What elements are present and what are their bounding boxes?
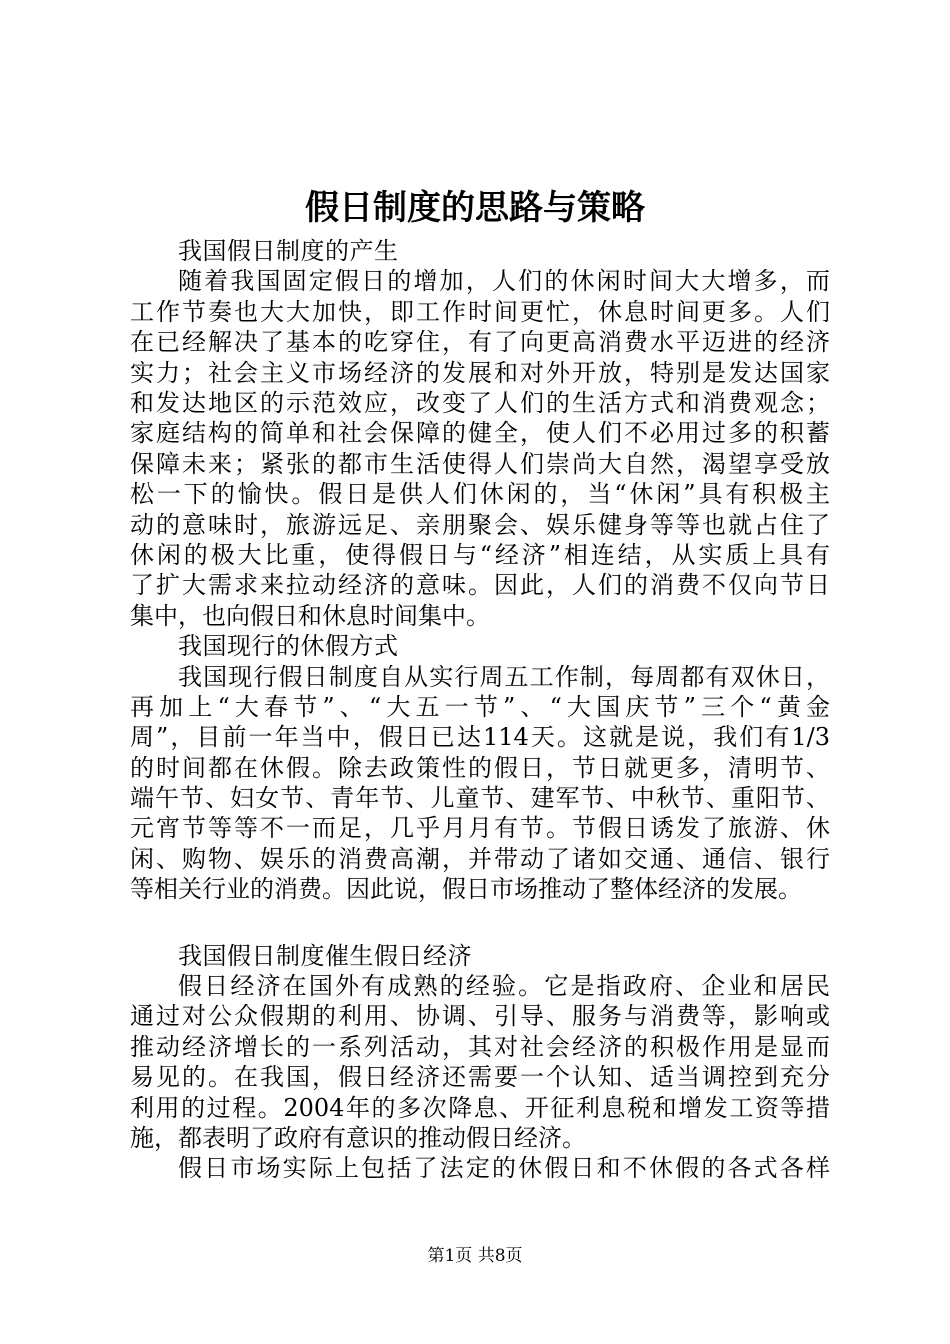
text-line: 和发达地区的示范效应，改变了人们的生活方式和消费观念； xyxy=(130,388,830,417)
text-line: 我国现行假日制度自从实行周五工作制，每周都有双休日， xyxy=(178,662,830,691)
text-line: 的时间都在休假。除去政策性的假日，节日就更多，清明节、 xyxy=(130,753,830,782)
section-heading-current-methods: 我国现行的休假方式 xyxy=(178,632,399,661)
text-line: 保障未来；紧张的都市生活使得人们崇尚大自然，渴望享受放 xyxy=(130,449,830,478)
text-line: 休闲的极大比重，使得假日与“经济”相连结，从实质上具有 xyxy=(130,540,830,569)
text-line: 周”，目前一年当中，假日已达114天。这就是说，我们有1/3 xyxy=(130,723,830,752)
text-line: 易见的。在我国，假日经济还需要一个认知、适当调控到充分 xyxy=(130,1063,830,1092)
text-line: 推动经济增长的一系列活动，其对社会经济的积极作用是显而 xyxy=(130,1032,830,1061)
text-line: 施，都表明了政府有意识的推动假日经济。 xyxy=(130,1123,586,1152)
document-body xyxy=(130,236,830,1184)
paragraph xyxy=(130,266,830,631)
text-line: 工作节奏也大大加快，即工作时间更忙，休息时间更多。人们 xyxy=(130,297,830,326)
section-heading-origin: 我国假日制度的产生 xyxy=(178,237,399,265)
section-heading-holiday-economy: 我国假日制度催生假日经济 xyxy=(178,941,472,970)
text-line: 实力；社会主义市场经济的发展和对外开放，特别是发达国家 xyxy=(130,358,830,387)
text-line: 端午节、妇女节、青年节、儿童节、建军节、中秋节、重阳节、 xyxy=(130,784,830,813)
text-line: 动的意味时，旅游远足、亲朋聚会、娱乐健身等等也就占住了 xyxy=(130,510,830,539)
text-line: 在已经解决了基本的吃穿住，有了向更高消费水平迈进的经济 xyxy=(130,328,830,357)
page-footer: 第1页 共8页 xyxy=(427,1246,523,1266)
paragraph-gap xyxy=(130,905,830,941)
text-line: 假日经济在国外有成熟的经验。它是指政府、企业和居民 xyxy=(178,972,830,1001)
text-line: 等相关行业的消费。因此说，假日市场推动了整体经济的发展。 xyxy=(130,875,802,904)
text-line: 闲、购物、娱乐的消费高潮，并带动了诸如交通、通信、银行 xyxy=(130,844,830,873)
text-line: 家庭结构的简单和社会保障的健全，使人们不必用过多的积蓄 xyxy=(130,419,830,448)
text-line: 再加上“大春节”、“大五一节”、“大国庆节”三个“黄金 xyxy=(130,692,830,721)
text-line: 通过对公众假期的利用、协调、引导、服务与消费等，影响或 xyxy=(130,1002,830,1031)
document-title: 假日制度的思路与策略 xyxy=(305,188,645,228)
text-line: 假日市场实际上包括了法定的休假日和不休假的各式各样 xyxy=(178,1154,830,1183)
text-line: 了扩大需求来拉动经济的意味。因此，人们的消费不仅向节日 xyxy=(130,571,830,600)
text-line: 随着我国固定假日的增加，人们的休闲时间大大增多，而 xyxy=(178,267,830,296)
paragraph xyxy=(130,971,830,1153)
text-line: 集中，也向假日和休息时间集中。 xyxy=(130,601,490,630)
text-line: 利用的过程。2004年的多次降息、开征利息税和增发工资等措 xyxy=(130,1093,830,1122)
paragraph xyxy=(130,662,830,905)
paragraph xyxy=(130,1153,830,1183)
text-line: 元宵节等等不一而足，几乎月月有节。节假日诱发了旅游、休 xyxy=(130,814,830,843)
text-line: 松一下的愉快。假日是供人们休闲的，当“休闲”具有积极主 xyxy=(130,480,830,509)
